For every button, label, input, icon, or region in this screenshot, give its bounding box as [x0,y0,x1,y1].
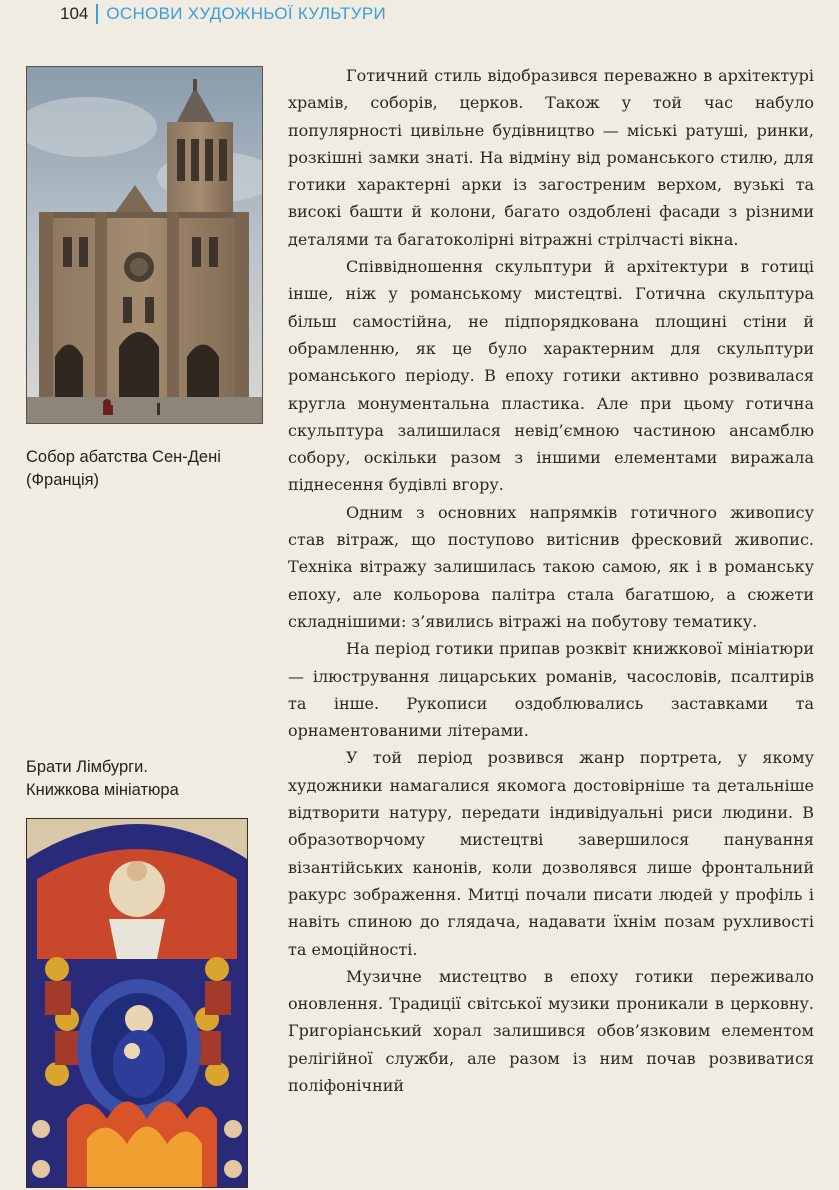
miniature-caption: Брати Лімбурги. Книжкова мініатюра [26,758,179,799]
paragraph: Готичний стиль відобразився переважно в архітектурі храмів, соборів, церков. Також у той час набуло популярності цивільне будівництво — міські ратуші, ринки, розкішні замки знаті. На відміну від романського стилю, для готики характерні арки із загостреним верхом, вузькі та високі башти й колони, багато оздоблені фасади з різними деталями та багатоколірні вітражні стрілчасті вікна. [288,66,814,249]
running-title: ОСНОВИ ХУДОЖНЬОЇ КУЛЬТУРИ [106,4,386,23]
miniature-photo [26,818,248,1188]
paragraph: На період готики припав розквіт книжкової мініатюри — ілюстрування лицарських романів, часословів, псалтирів та інше. Рукописи оздоблювались заставками та орнаментованими літерами. [288,639,814,741]
page-number: 104 [60,4,89,23]
cathedral-caption: Собор абатства Сен-Дені (Франція) [26,448,221,489]
page-header [60,2,386,26]
paragraph: Музичне мистецтво в епоху готики переживало оновлення. Традиції світської музики проникали в церковну. Григоріанський хорал залишився обов’язковим елементом релігійної служби, але разом із ним почав розвиватися поліфонічний [288,966,814,1095]
paragraph: У той період розвився жанр портрета, у якому художники намагалися якомога достовірніше та детальніше відтворити натуру, передати індивідуальні риси людини. В образотворчому мистецтві завершилося панування візантійських канонів, коли дозволявся лише фронтальний ракурс зображення. Митці почали писати людей у профіль і навіть спиною до глядача, надавати їхнім позам рухливості та емоційності. [288,748,814,959]
paragraph: Одним з основних напрямків готичного живопису став вітраж, що поступово витіснив фресковий живопис. Техніка вітражу залишилась такою самою, як і в романську епоху, але кольорова палітра стала багатшою, а сюжети складнішими: з’явились вітражі на побутову тематику. [288,502,814,631]
header-divider [96,4,98,24]
cathedral-photo [26,66,263,424]
paragraph: Співвідношення скульптури й архітектури в готиці інше, ніж у романському мистецтві. Готична скульптура більш самостійна, не підпорядкована площині стіни й обрамленню, як це було характерним для скульптури романського періоду. В епоху готики активно розвивалася кругла монументальна пластика. Але при цьому готична скульптура залишилася невід’ємною частиною ансамблю собору, оскільки разом з іншими елементами виражала піднесення будівлі вгору. [288,257,814,495]
body-text [288,62,814,1099]
